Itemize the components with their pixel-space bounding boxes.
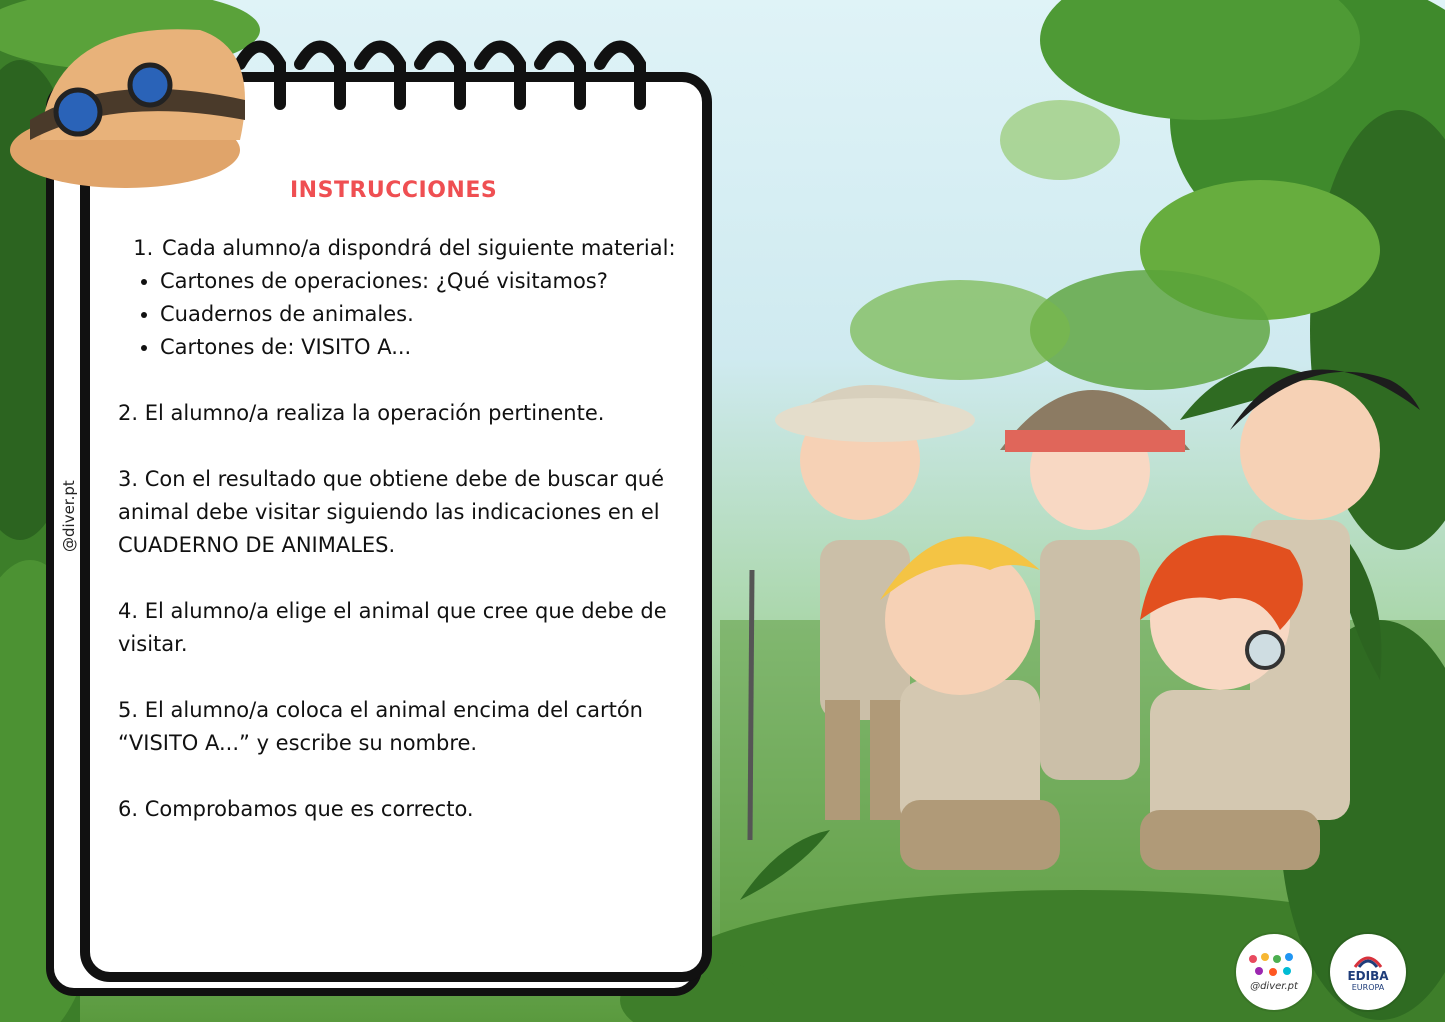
instructions-content bbox=[118, 232, 688, 826]
step-5: 5. El alumno/a coloca el animal encima del cartón “VISITO A...” y escribe su nombre. bbox=[118, 698, 643, 755]
step-3: 3. Con el resultado que obtiene debe de buscar qué animal debe visitar siguiendo las indicaciones en el CUADERNO DE ANIMALES. bbox=[118, 467, 665, 557]
step-2: 2. El alumno/a realiza la operación pertinente. bbox=[118, 401, 605, 425]
material-item: • Cartones de operaciones: ¿Qué visitamos? bbox=[160, 265, 688, 298]
step-4: 4. El alumno/a elige el animal que cree que debe de visitar. bbox=[118, 599, 667, 656]
ediba-logo-main: EDIBA bbox=[1347, 968, 1389, 983]
colored-dots-icon bbox=[1247, 953, 1301, 979]
numbered-list bbox=[118, 232, 688, 265]
safari-hat-icon bbox=[0, 0, 300, 200]
material-item: • Cuadernos de animales. bbox=[160, 298, 688, 331]
page-title: INSTRUCCIONES bbox=[290, 178, 498, 203]
diver-logo bbox=[1236, 934, 1312, 1010]
diver-logo-text: @diver.pt bbox=[1250, 980, 1298, 992]
step-6: 6. Comprobamos que es correcto. bbox=[118, 797, 474, 821]
ediba-logo-sub: EUROPA bbox=[1351, 982, 1385, 992]
ediba-arc-icon bbox=[1353, 953, 1383, 969]
step-1: 1. Cada alumno/a dispondrá del siguiente material: bbox=[160, 232, 688, 265]
side-credit: @diver.pt bbox=[60, 480, 78, 552]
materials-list bbox=[118, 265, 688, 364]
ediba-logo bbox=[1330, 934, 1406, 1010]
material-item: • Cartones de: VISITO A... bbox=[160, 331, 688, 364]
